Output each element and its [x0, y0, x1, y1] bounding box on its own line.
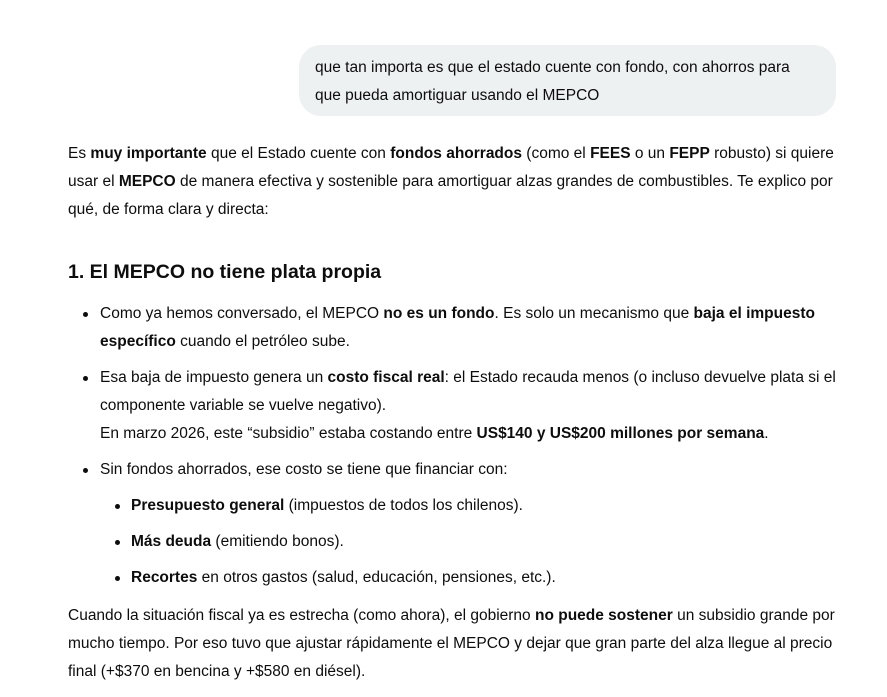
- bullet-2-text-1: Esa baja de impuesto genera un: [100, 369, 328, 386]
- list-item: [68, 456, 848, 484]
- list-item: [100, 528, 848, 556]
- list-item: [100, 492, 848, 520]
- intro-bold-5: MEPCO: [118, 173, 176, 190]
- list-item: [68, 300, 848, 356]
- intro-text-6: de manera efectiva y sostenible para amortiguar alzas grandes de combustibles. Te explico por qué, de forma clara y directa:: [68, 173, 833, 218]
- intro-bold-4: FEPP: [669, 145, 710, 162]
- assistant-response: [68, 140, 848, 686]
- intro-text-3: (como el: [522, 145, 591, 162]
- closing-paragraph: [68, 602, 848, 686]
- bullet-1-bold-2: baja el impuesto específico: [100, 305, 815, 350]
- sub-bullet-1-text: (impuestos de todos los chilenos).: [284, 497, 523, 514]
- user-message-line-2: que pueda amortiguar usando el MEPCO: [315, 87, 600, 104]
- bullet-3-text: Sin fondos ahorrados, ese costo se tiene que financiar con:: [100, 461, 508, 478]
- bullet-2-text-3: En marzo 2026, este “subsidio” estaba costando entre: [100, 425, 477, 442]
- section-1-heading: 1. El MEPCO no tiene plata propia: [68, 261, 382, 283]
- bullet-2-bold-1: costo fiscal real: [327, 369, 445, 386]
- closing-bold-1: no puede sostener: [534, 607, 673, 624]
- intro-text-1: Es: [68, 145, 91, 162]
- closing-text-2: un subsidio grande por mucho tiempo. Por eso tuvo que ajustar rápidamente el MEPCO y dejar que gran parte del alza llegue al precio final (+$370 en bencina y +$580 en diésel).: [68, 607, 835, 680]
- intro-text-2: que el Estado cuente con: [206, 145, 391, 162]
- intro-paragraph: [68, 140, 848, 224]
- bullet-1-text-2: . Es solo un mecanismo que: [494, 305, 694, 322]
- bullet-1-text-3: cuando el petróleo sube.: [175, 333, 350, 350]
- user-message-line-1: que tan importa es que el estado cuente con fondo, con ahorros para: [315, 59, 790, 76]
- intro-bold-2: fondos ahorrados: [390, 145, 522, 162]
- intro-bold-1: muy importante: [90, 145, 207, 162]
- bullet-1-bold-1: no es un fondo: [383, 305, 495, 322]
- bullet-1-text-1: Como ya hemos conversado, el MEPCO: [100, 305, 384, 322]
- list-item: [68, 364, 848, 448]
- intro-text-4: o un: [630, 145, 670, 162]
- list-item: [100, 564, 848, 592]
- sub-bullet-3-text: en otros gastos (salud, educación, pensiones, etc.).: [197, 569, 556, 586]
- sub-bullet-2-text: (emitiendo bonos).: [211, 533, 344, 550]
- bullet-2-text-2: : el Estado recauda menos (o incluso devuelve plata si el componente variable se vuelve negativo).: [100, 369, 836, 414]
- section-1-list: [68, 300, 848, 484]
- sub-bullet-2-bold: Más deuda: [131, 533, 212, 550]
- bullet-2-bold-2: US$140 y US$200 millones por semana: [476, 425, 765, 442]
- user-message-bubble: [299, 45, 836, 116]
- section-1-sublist: [68, 492, 848, 592]
- intro-bold-3: FEES: [590, 145, 631, 162]
- closing-text-1: Cuando la situación fiscal ya es estrecha (como ahora), el gobierno: [68, 607, 535, 624]
- intro-text-5: robusto) si quiere usar el: [68, 145, 834, 190]
- sub-bullet-3-bold: Recortes: [131, 569, 198, 586]
- sub-bullet-1-bold: Presupuesto general: [131, 497, 285, 514]
- bullet-2-text-4: .: [764, 425, 769, 442]
